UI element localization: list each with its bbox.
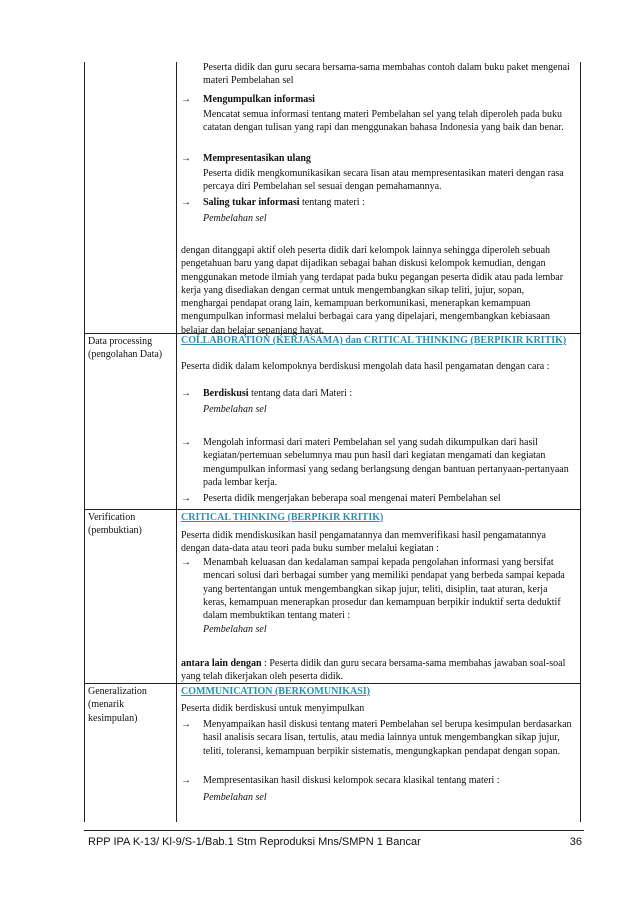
row-divider — [84, 509, 580, 510]
bullet-title: Mengumpulkan informasi — [203, 94, 315, 105]
footer-rule — [84, 830, 584, 831]
table-left-border — [84, 62, 85, 822]
label-verification: Verification (pembuktian) — [88, 512, 142, 537]
section-heading: CRITICAL THINKING (BERPIKIR KRITIK) — [181, 512, 384, 523]
closing-text: : Peserta didik dan guru secara bersama-sama membahas jawaban soal-soal yang telah dikerjakan oleh peserta didik. — [181, 658, 566, 683]
topic-text — [203, 623, 573, 636]
bullet-text: Peserta didik mengkomunikasikan secara lisan atau mempresentasikan materi dengan rasa percaya diri Pembelahan sel sesuai dengan pemahamannya. — [203, 168, 564, 193]
section-intro: Peserta didik berdiskusi untuk menyimpulkan — [181, 703, 365, 714]
bullet-work-problems — [181, 492, 573, 505]
bullet-text: Mengolah informasi dari materi Pembelahan sel yang sudah dikumpulkan dari hasil kegiatan/pertemuan sebelumnya mau pun hasil dari kegiatan mengamati dan kegiatan mengumpulkan informasi yang sedang berlangsung dengan bantuan pertanyaan-pertanyaan pada lembar kerja. — [203, 437, 569, 488]
section-intro: Peserta didik mendiskusikan hasil pengamatannya dan memverifikasi hasil pengamatannya dengan data-data atau teori pada buku sumber melalui kegiatan : — [181, 530, 546, 555]
topic: Pembelahan sel — [203, 792, 267, 803]
bullet-collect-info — [181, 93, 573, 106]
arrow-icon: → — [181, 197, 191, 208]
arrow-icon: → — [181, 437, 191, 448]
bullet-text: Menyampaikan hasil diskusi tentang materi Pembelahan sel berupa kesimpulan berdasarkan hasil analisis secara lisan, tertulis, atau media lainnya untuk mengembangkan sikap jujur, teliti, toleransi, kemampuan berpikir sistematis, mengungkapkan pendapat dengan sopan. — [203, 719, 572, 757]
intro-text: Peserta didik dan guru secara bersama-sama membahas contoh dalam buku paket mengenai materi Pembelahan sel — [203, 62, 570, 87]
arrow-icon: → — [181, 94, 191, 105]
bullet-deliver-results — [181, 718, 573, 758]
bullet-text: Mempresentasikan hasil diskusi kelompok secara klasikal tentang materi : — [203, 775, 500, 786]
bullet-discuss — [181, 387, 573, 400]
arrow-icon: → — [181, 153, 191, 164]
topic-text — [203, 791, 573, 804]
topic: Pembelahan sel — [203, 213, 267, 224]
label-data-processing: Data processing (pengolahan Data) — [88, 336, 163, 361]
footer-text: RPP IPA K-13/ Kl-9/S-1/Bab.1 Stm Reproduksi Mns/SMPN 1 Bancar — [88, 836, 421, 848]
closing-bold: antara lain dengan — [181, 658, 262, 669]
arrow-icon: → — [181, 493, 191, 504]
topic-text — [203, 212, 573, 225]
section-intro: Peserta didik dalam kelompoknya berdiskusi mengolah data hasil pengamatan dengan cara : — [181, 361, 550, 372]
arrow-icon: → — [181, 719, 191, 730]
bullet-present-results — [181, 774, 573, 787]
body-paragraph: dengan ditanggapi aktif oleh peserta didik dari kelompok lainnya sehingga diperoleh sebuah pengetahuan baru yang dapat dijadikan sebagai bahan diskusi kelompok kemudian, dengan menggunakan metode ilmiah yang terdapat pada buku pegangan peserta didik atau pada lembar kerja yang disediakan dengan cermat untuk mengembangkan sikap teliti, jujur, sopan, menghargai pendapat orang lain, kemampuan berkomunikasi, menerapkan kemampuan mengumpulkan informasi melalui berbagai cara yang dipelajari, mengembangkan kebiasaan belajar dan belajar sepanjang hayat. — [181, 245, 564, 336]
section-heading: COLLABORATION (KERJASAMA) dan CRITICAL THINKING (BERPIKIR KRITIK) — [181, 335, 567, 346]
bullet-title: Berdiskusi — [203, 388, 249, 399]
page-number: 36 — [569, 836, 582, 848]
page-footer — [88, 836, 582, 850]
bullet-process-info — [181, 436, 573, 489]
arrow-icon: → — [181, 557, 191, 568]
bullet-tail: tentang materi : — [299, 197, 365, 208]
topic-text — [203, 403, 573, 416]
closing-paragraph — [181, 657, 573, 684]
bullet-title: Saling tukar informasi — [203, 197, 300, 208]
topic: Pembelahan sel — [203, 404, 267, 415]
section-heading: COMMUNICATION (BERKOMUNIKASI) — [181, 686, 370, 697]
arrow-icon: → — [181, 388, 191, 399]
bullet-expand-depth — [181, 556, 573, 622]
table-column-divider — [176, 62, 177, 822]
bullet-text: Peserta didik mengerjakan beberapa soal mengenai materi Pembelahan sel — [203, 493, 501, 504]
label-generalization: Generalization (menarik kesimpulan) — [88, 686, 147, 724]
bullet-text: Mencatat semua informasi tentang materi Pembelahan sel yang telah diperoleh pada buku catatan dengan tulisan yang rapi dan menggunakan bahasa Indonesia yang baik dan benar. — [203, 109, 564, 134]
bullet-text: Menambah keluasan dan kedalaman sampai kepada pengolahan informasi yang bersifat mencari solusi dari berbagai sumber yang memiliki pendapat yang berbeda sampai kepada yang bertentangan untuk mengembangkan sikap jujur, teliti, disiplin, taat aturan, kerja keras, kemampuan menerapkan prosedur dan kemampuan berpikir induktif serta deduktif dalam membuktikan tentang materi : — [203, 557, 565, 622]
bullet-represent — [181, 152, 573, 165]
arrow-icon: → — [181, 775, 191, 786]
bullet-exchange-info — [181, 196, 573, 209]
topic: Pembelahan sel — [203, 624, 267, 635]
bullet-tail: tentang data dari Materi : — [248, 388, 353, 399]
table-right-border — [580, 62, 581, 822]
bullet-title: Mempresentasikan ulang — [203, 153, 311, 164]
